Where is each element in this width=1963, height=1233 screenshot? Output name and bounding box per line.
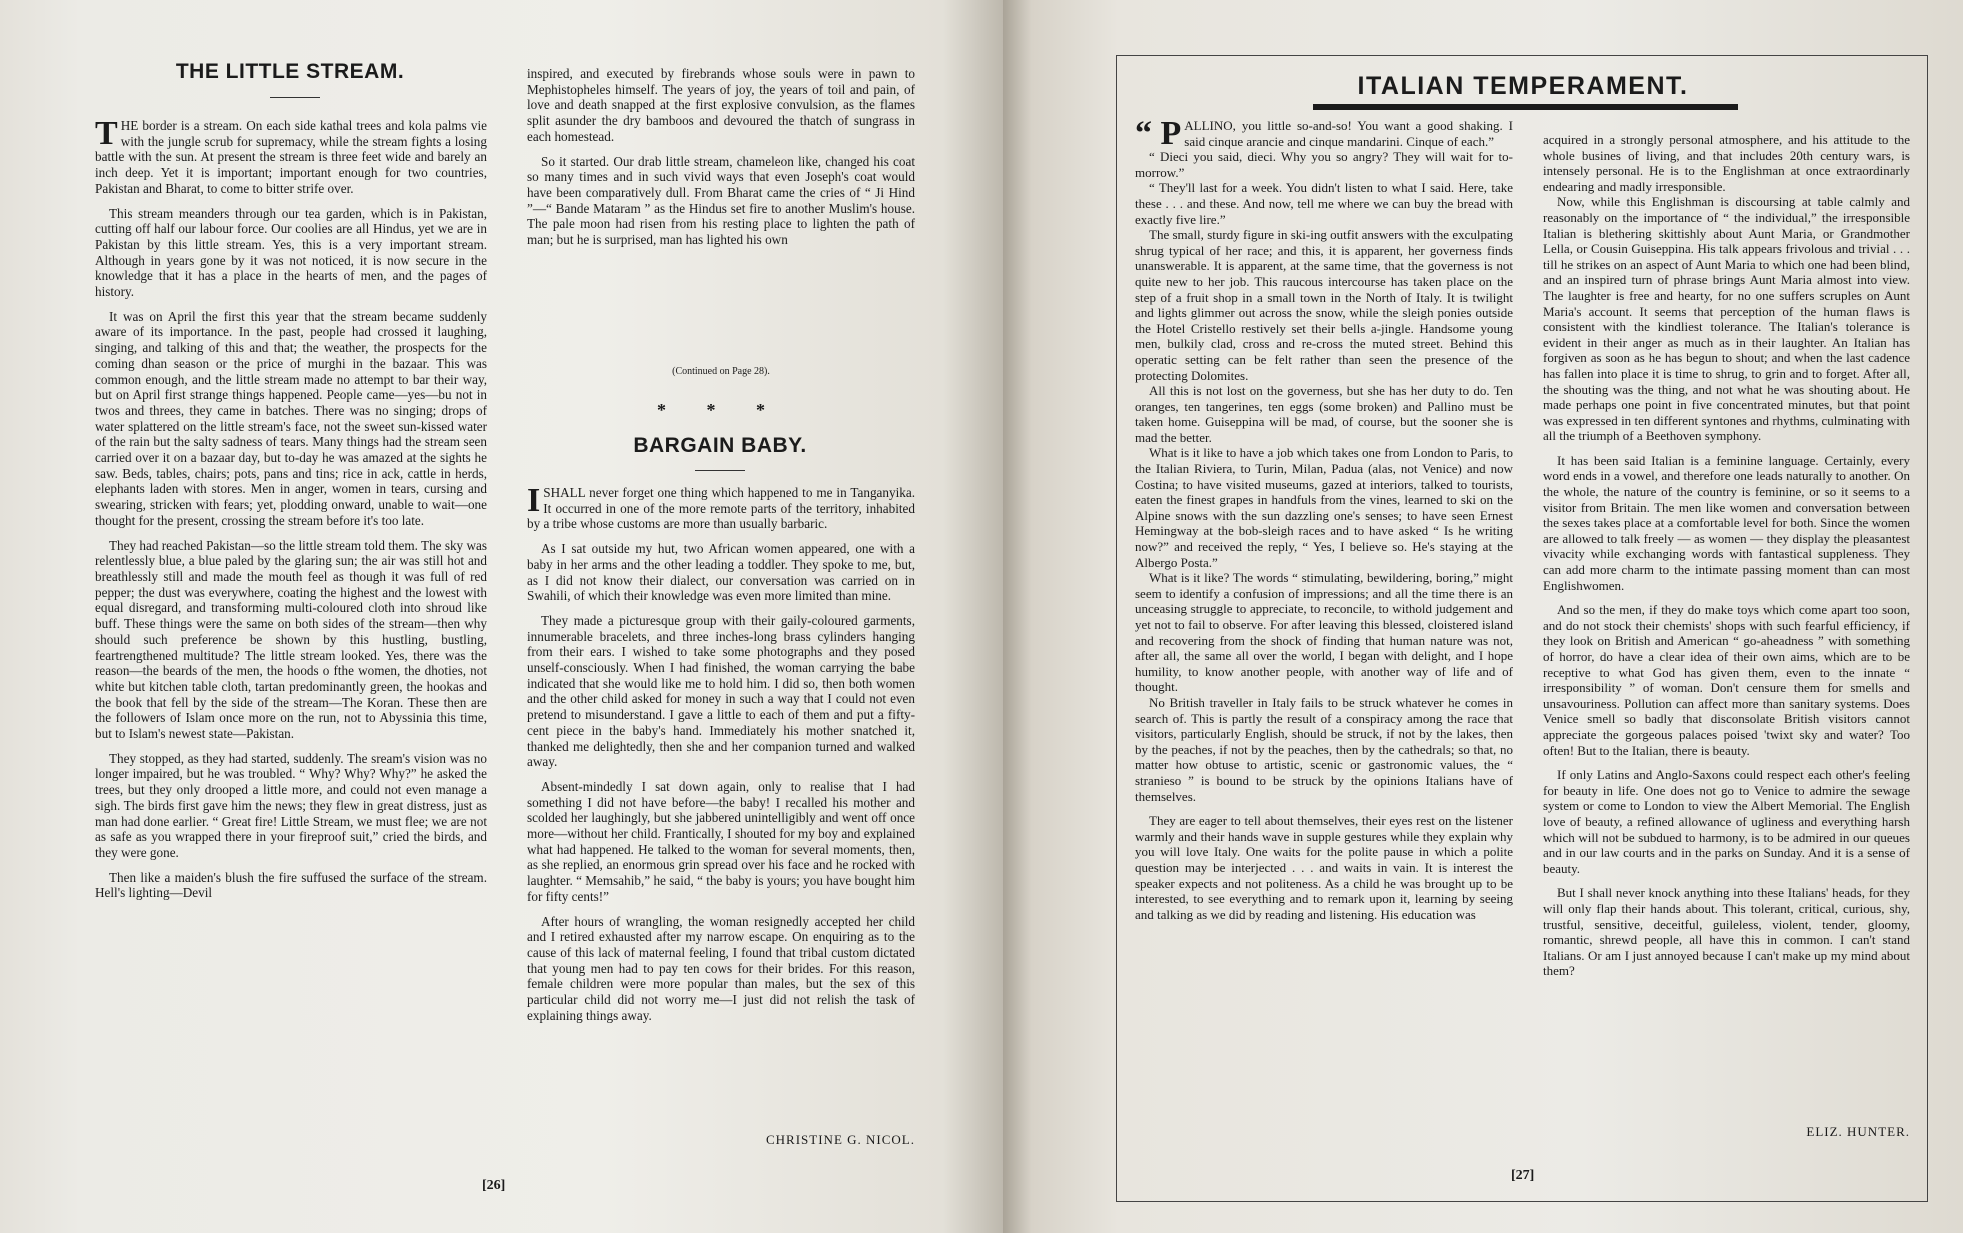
paragraph: [527, 66, 915, 145]
title-rule: [270, 97, 320, 98]
byline-christine: CHRISTINE G. NICOL.: [766, 1132, 915, 1147]
article-title-italian: ITALIAN TEMPERAMENT.: [1357, 72, 1689, 100]
paragraph-text: So it started. Our drab little stream, chameleon like, changed his coat so many times and in such vivid ways that even Joseph's coat would have been comparatively dull. From Bharat came the cries of “ Ji Hind ”—“ Bande Mataram ” as the Hindus set fire to another Muslim's house. The pale moon had risen from his resting place to lighten the path of man; but he is surprised, man has lighted his own: [527, 153, 915, 248]
paragraph: [1135, 149, 1513, 180]
title-rule-2: [695, 470, 745, 471]
paragraph: [527, 613, 915, 770]
paragraph-text: “ They'll last for a week. You didn't listen to what I said. Here, take these . . . and these. And now, tell me where we can buy the bread with exactly five lire.”: [1135, 180, 1513, 227]
article-title-little-stream: THE LITTLE STREAM.: [175, 60, 405, 83]
paragraph: [1135, 813, 1513, 922]
paragraph-text: It has been said Italian is a feminine language. Certainly, every word ends in a vowel, and therefore one leads naturally to another. On the whole, the nature of the country is feminine, or so it seems to a visitor from Britain. The men like women and conversation between the sexes takes place at a comfortable level for both. Since the women are allowed to talk freely — as women — they display the pleasantest vivacity while exchanging words with fantastical suppleness. They can add more charm to the intimate passing moment than can most Englishwomen.: [1543, 452, 1910, 593]
paragraph-text: Absent-mindedly I sat down again, only to realise that I had something I did not have before—the baby! I recalled his mother and scolded her laughingly, but she jabbered unintelligibly and went off once more—without her child. Frantically, I shouted for my boy and explained what had happened. He talked to the woman for several moments, then, as she replied, an enormous grin spread over his face and he rocked with laughter. “ Memsahib,” he said, “ the baby is yours; you have bought him for fifty cents!”: [527, 778, 915, 904]
paragraph-text: They are eager to tell about themselves, their eyes rest on the listener warmly and their hands wave in supple gestures while they explain why you will love Italy. One waits for the polite pause in which a polite question may be interjected . . . and waits in vain. It is interest the speaker expects and not politeness. As a child he was brought up to be interested, to see everything and to remark upon it, learning by seeing and talking as we did by reading and listening. His education was: [1135, 813, 1513, 922]
title-underline-bar: [1313, 104, 1738, 110]
paragraph: [95, 206, 487, 300]
paragraph-text: What is it like to have a job which takes one from London to Paris, to the Italian Riviera, to Turin, Milan, Padua (alas, not Venice) and now Costina; to have visited museums, gazed at interiors, talked to tourists, eaten the finest grapes in handfuls from the vines, learned to ski on the Alpine snows with the sun dazzling one's senses; to have seen Ernest Hemingway at the bob-sleigh races and to have asked “ Is he writing now?” and received the reply, “ Yes, I believe so. He's staying at the Albergo Posta.”: [1135, 445, 1513, 570]
paragraph-text: They stopped, as they had started, suddenly. The sream's vision was no longer impaired, but he was troubled. “ Why? Why? Why?” he asked the trees, but they only drooped a little more, and could not even manage a sigh. The birds first gave him the news; they flew in great distress, just as man had done earlier. “ Great fire! Little Stream, we must flee; we are not as safe as you wrapped there in your fireproof suit,” cried the birds, and they were gone.: [95, 750, 487, 860]
paragraph: [1543, 453, 1910, 593]
paragraph: [1543, 132, 1910, 194]
byline-wrap-2: [1543, 1120, 1910, 1140]
little-stream-column-2: [527, 66, 915, 257]
paragraph: [95, 538, 487, 742]
paragraph-text: All this is not lost on the governess, but she has her duty to do. Ten oranges, ten tangerines, ten eggs (some broken) and Pallino must be taken home. Guiseppina will be mad, of course, but the sooner she is mad the better.: [1135, 383, 1513, 445]
little-stream-column-1: [95, 115, 487, 910]
italian-column-1: [1135, 115, 1513, 931]
byline-wrap: [527, 1128, 915, 1148]
paragraph-text: The small, sturdy figure in ski-ing outfit answers with the exculpating shrug typical of her race; and this, it is apparent, her governess finds unanswerable. It is apparent, at the same time, that the governess is not quite new to her job. This raucous intercourse has taken place on the step of a fruit shop in a small town in the North of Italy. It is twilight and lights glimmer out across the snow, while the sleigh ponies outside the Hotel Cristello restively set their bells a-jingle. Handsome young men, bulkily clad, cross and re-cross the muted street. Behind this operatic setting can be felt rather than seen the presence of the protecting Dolomites.: [1135, 227, 1513, 383]
article-title-bargain-baby: BARGAIN BABY.: [633, 434, 807, 457]
paragraph: [1543, 194, 1910, 444]
section-separator: * * *: [657, 400, 783, 420]
paragraph: [1135, 445, 1513, 570]
paragraph-text: If only Latins and Anglo-Saxons could respect each other's feeling for beauty in life. One does not go to Venice to admire the sewage system or come to London to view the Albert Memorial. The English love of beauty, a refined allowance of ugliness and everything harsh which will not be subdued to harmony, is to be admired in our queues and in our law courts and in the parks on Sunday. And it is a sense of beauty.: [1543, 767, 1910, 876]
paragraph: [527, 154, 915, 248]
paragraph-text: It was on April the first this year that the stream became suddenly aware of its importance. In the past, people had crossed it laughing, singing, and talking of this and that; the weather, the prospects for the coming dhan season or the price of murghi in the bazaar. This was common enough, and the little stream made no attempt to bar their way, but on April first strange things happened. People came—yes—bu not in twos and threes, they came in batches. There was no singing; drops of water splattered on the little stream's face, not the sweet sun-kissed water of the rain but the salty sadness of tears. Many things had the stream seen carried over it on a bazaar day, but to-day he was amazed at the sights he saw. Beds, tables, chairs; pots, pans and tins; rice in ack, cattle in herds, elephants laden with stores. Men in anger, women in tears, cursing and swearing, stricken with fears; yet, plodding onward, unable to wait—one thought for the present, crossing the stream before it's too late.: [95, 308, 487, 528]
paragraph: [1135, 115, 1513, 152]
paragraph: [95, 115, 487, 197]
italian-column-2: [1543, 132, 1910, 988]
paragraph-text: They made a picturesque group with their gaily-coloured garments, innumerable bracelets, and three inches-long brass cylinders hanging from their ears. I wished to take some photographs and they posed unself-consciously. When I had finished, the woman carrying the babe indicated that she would like me to hold him. I did so, then both women and the other child asked for money in such a way that I could not even pretend to misunderstand. I gave a little to each of them and put a fifty-cent piece in the baby's hand. Immediately his mother snatched it, thanked me delightedly, then she and her companion turned and walked away.: [527, 612, 915, 770]
paragraph: [1543, 602, 1910, 758]
paragraph-text: Then like a maiden's blush the fire suffused the surface of the stream. Hell's lighting—Devil: [95, 869, 487, 901]
paragraph-text: inspired, and executed by firebrands whose souls were in pawn to Mephistopheles himself. The years of joy, the years of toil and pain, of love and death snapped at the first explosive convulsion, as the flames split asunder the dry bamboos and devoured the thatch of sungrass in each homestead.: [527, 66, 915, 144]
drop-cap: I: [527, 482, 541, 519]
drop-cap: “ P: [1135, 115, 1182, 152]
continued-note-wrap: [527, 360, 915, 380]
paragraph-text: HE border is a stream. On each side kathal trees and kola palms vie with the jungle scrub for supremacy, while the stream fights a losing battle with the sun. At present the stream is three feet wide and barely an inch deep. Yet it is important; important enough for two countries, Pakistan and Bharat, to come to bitter strife over.: [95, 118, 487, 196]
paragraph: [1543, 767, 1910, 876]
paragraph: [527, 482, 915, 532]
page-number-27: [27]: [1511, 1168, 1535, 1183]
paragraph-text: But I shall never knock anything into these Italians' heads, for they will only flap their hands about. This tolerant, critical, curious, shy, trustful, sensitive, deceitful, guileless, violent, tender, gloomy, romantic, shrewd people, all have this in common. I can't stand Italians. Or am I just annoyed because I can't make up my mind about them?: [1543, 885, 1910, 979]
paragraph: [1135, 570, 1513, 695]
paragraph: [95, 870, 487, 901]
byline-eliz: ELIZ. HUNTER.: [1806, 1124, 1910, 1139]
paragraph-text: After hours of wrangling, the woman resignedly accepted her child and I retired exhausted after my narrow escape. On enquiring as to the cause of this lack of maternal feeling, I found that tribal custom dictated that young men had to pay ten cows for their brides. For this reason, female children were more popular than males, but the sex of this particular child did not worry me—I just did not relish the task of explaining things away.: [527, 913, 915, 1023]
paragraph: [1135, 180, 1513, 227]
paragraph-text: As I sat outside my hut, two African women appeared, one with a baby in her arms and the other leading a toddler. They spoke to me, but, as I did not know their dialect, our conversation was carried on in Swahili, of which their knowledge was even more limited than mine.: [527, 541, 915, 604]
right-page: [1003, 0, 1963, 1233]
paragraph-text: No British traveller in Italy fails to be struck whatever he comes in search of. This is partly the result of a conspiracy among the race that visitors, particularly English, should be struck, if not by the lakes, then by the peaches, if not by the peaches, then by the cathedrals; so that, no matter how obtuse to artistic, scenic or gastronomic values, the “ stranieso ” is bound to be struck by the opinions Italians have of themselves.: [1135, 694, 1513, 804]
page-number-26: [26]: [482, 1178, 506, 1193]
paragraph-text: And so the men, if they do make toys which come apart too soon, and do not stock their chemists' shops with such fearful efficiency, if they look on British and American “ go-aheadness ” with something of horror, do have a clear idea of their own aims, which are to be receptive to what God has given them, even to the innate “ irresponsibility ” of woman. Don't censure them for smells and unsavouriness. Pollution can affect more than sanitary systems. Does Venice smell so badly that disconsolate British visitors cannot appreciate the gorgeous palaces poised 'twixt sky and water? Too often! But to the Italian, there is beauty.: [1543, 602, 1910, 758]
paragraph-text: What is it like? The words “ stimulating, bewildering, boring,” might seem to identify a confusion of impressions; and all the time there is an unceasing struggle to appreciate, to reconcile, to withold judgement and yet not to fail to observe. For after leaving this blessed, cloistered island and recovering from the shock of finding that human nature was not, after all, the same all over the world, I began with delight, and I hope humility, to know another people, with another way of life and of thought.: [1135, 570, 1513, 695]
paragraph-text: acquired in a strongly personal atmosphere, and his attitude to the whole busines of living, and that includes 20th century wars, is intensely personal. He is to the Englishman at once extraordinarly endearing and madly irresponsible.: [1543, 132, 1910, 194]
paragraph-text: They had reached Pakistan—so the little stream told them. The sky was relentlessly blue, a blue paled by the glaring sun; the air was still hot and breathlessly still and made the mouth feel as though it was full of red pepper; the dust was everywhere, coating the highest and the lowest with equal disregard, and transforming multi-coloured cloth into shroud like buff. These things were the same on both sides of the stream—then why should such preference be shown by this hustling, bustling, feartrengthened multitude? The little stream looked. Yes, there was the reason—the beards of the men, the hoods o fthe women, the dhoties, not white but kitchen table cloth, tartan predominantly green, the hookas and the book that fell by the side of the stream—The Koran. These then are the followers of Islam once more on the run, not to Abyssinia this time, but to Islam's newest state—Pakistan.: [95, 537, 487, 742]
paragraph-text: SHALL never forget one thing which happened to me in Tanganyika. It occurred in one of the more remote parts of the territory, inhabited by a tribe whose customs are more than usually barbaric.: [527, 485, 915, 532]
bargain-baby-column: [527, 482, 915, 1033]
drop-cap: T: [95, 115, 118, 152]
paragraph: [1135, 383, 1513, 445]
paragraph: [1135, 695, 1513, 804]
paragraph: [1135, 227, 1513, 383]
paragraph: [95, 309, 487, 529]
paragraph-text: ALLINO, you little so-and-so! You want a good shaking. I said cinque arancie and cinque mandarini. Cinque of each.”: [1184, 118, 1513, 149]
paragraph: [95, 751, 487, 861]
paragraph: [527, 779, 915, 905]
paragraph: [527, 914, 915, 1024]
paragraph-text: Now, while this Englishman is discoursing at table calmly and reasonably on the importance of “ the individual,” the irresponsible Italian is blethering skittishly about Aunt Maria, or Grandmother Lella, or Cousin Guiseppina. His talk appears frivolous and trivial . . . till he strikes on an aspect of Aunt Maria to which one had been blind, and an inspired turn of phrase brings Aunt Maria almost into view. The laughter is free and hearty, for no one suffers scruples on Aunt Maria's account. It seems that perception of the human flaws is consistent with the kindliest tolerance. The Italian's tolerance is evident in their anger as much as in their laughter. An Italian has forgiven as soon as he has begun to shout; and when the last cadence has fallen into place it is time to shrug, to grin and to forget. After all, the shouting was the thing, and not what he was shouting about. He made perhaps one point in five concentrated minutes, but that point was expressed in ten different syntones and rhythms, culminating with all the triumph of a Beethoven symphony.: [1543, 194, 1910, 444]
paragraph: [527, 541, 915, 604]
paragraph-text: “ Dieci you said, dieci. Why you so angry? They will wait for to-morrow.”: [1135, 149, 1513, 180]
paragraph-text: This stream meanders through our tea garden, which is in Pakistan, cutting off half our labour force. Our coolies are all Hindus, yet we are in Pakistan by this little stream. Yes, this is a very important stream. Although in years gone by it was not noticed, it is now secure in the knowledge that it has a place in the hearts of men, and the pages of history.: [95, 205, 487, 300]
continued-note: (Continued on Page 28).: [672, 366, 770, 377]
paragraph: [1543, 885, 1910, 979]
